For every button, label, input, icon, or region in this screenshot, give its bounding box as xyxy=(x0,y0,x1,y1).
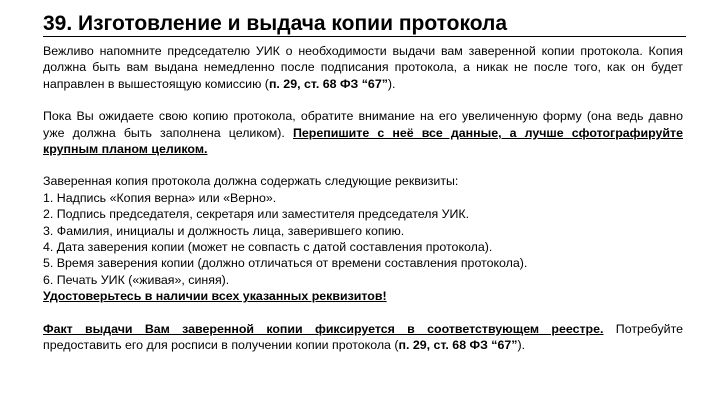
list-item: 6. Печать УИК («живая», синяя). xyxy=(43,272,230,287)
paragraph-waiting-text: Пока Вы ожидаете свою копию протокола, обратите внимание на его увеличенную форму (она ведь давно уже должна быть заполнена целиком). xyxy=(43,109,683,140)
requisites-check xyxy=(43,288,683,304)
paragraph-reminder-text: Вежливо напомните председателю УИК о необходимости выдачи вам заверенной копии протокола. Копия должна быть вам выдана немедленно после подписания протокола, а никак не после того, как он будет направлен в вышестоящую комиссию ( xyxy=(43,44,683,91)
slide-body xyxy=(43,43,683,354)
paragraph-registry-end: ). xyxy=(517,338,526,353)
spacer xyxy=(43,92,683,108)
requisites-check-text: Удостоверьтесь в наличии всех указанных реквизитов! xyxy=(43,289,387,304)
paragraph-registry-emphasis: Факт выдачи Вам заверенной копии фиксируется в соответствующем реестре. xyxy=(43,321,604,336)
law-reference: п. 29, ст. 68 ФЗ “67” xyxy=(398,338,518,353)
paragraph-waiting-emphasis: Перепишите с неё все данные, а лучше сфотографируйте крупным планом целиком. xyxy=(43,125,683,157)
paragraph-reminder-end: ). xyxy=(387,76,396,91)
requisites-list xyxy=(43,190,683,288)
paragraph-registry xyxy=(43,321,683,354)
list-item: 5. Время заверения копии (должно отличаться от времени составления протокола). xyxy=(43,256,528,271)
list-item: 2. Подпись председателя, секретаря или заместителя председателя УИК. xyxy=(43,207,470,222)
law-reference: п. 29, ст. 68 ФЗ “67” xyxy=(268,76,388,91)
list-item: 3. Фамилия, инициалы и должность лица, заверившего копию. xyxy=(43,223,405,238)
paragraph-registry-text: Потребуйте предоставить его для росписи в получении копии протокола ( xyxy=(43,321,683,353)
spacer xyxy=(43,157,683,173)
list-item: 4. Дата заверения копии (может не совпасть с датой составления протокола). xyxy=(43,240,493,255)
paragraph-waiting xyxy=(43,108,683,157)
list-item: 1. Надпись «Копия верна» или «Верно». xyxy=(43,190,277,205)
spacer xyxy=(43,305,683,321)
page-title: 39. Изготовление и выдача копии протокола xyxy=(43,12,508,35)
paragraph-reminder xyxy=(43,43,683,92)
requisites-intro: Заверенная копия протокола должна содержать следующие реквизиты: xyxy=(43,174,459,189)
title-divider xyxy=(43,36,686,37)
